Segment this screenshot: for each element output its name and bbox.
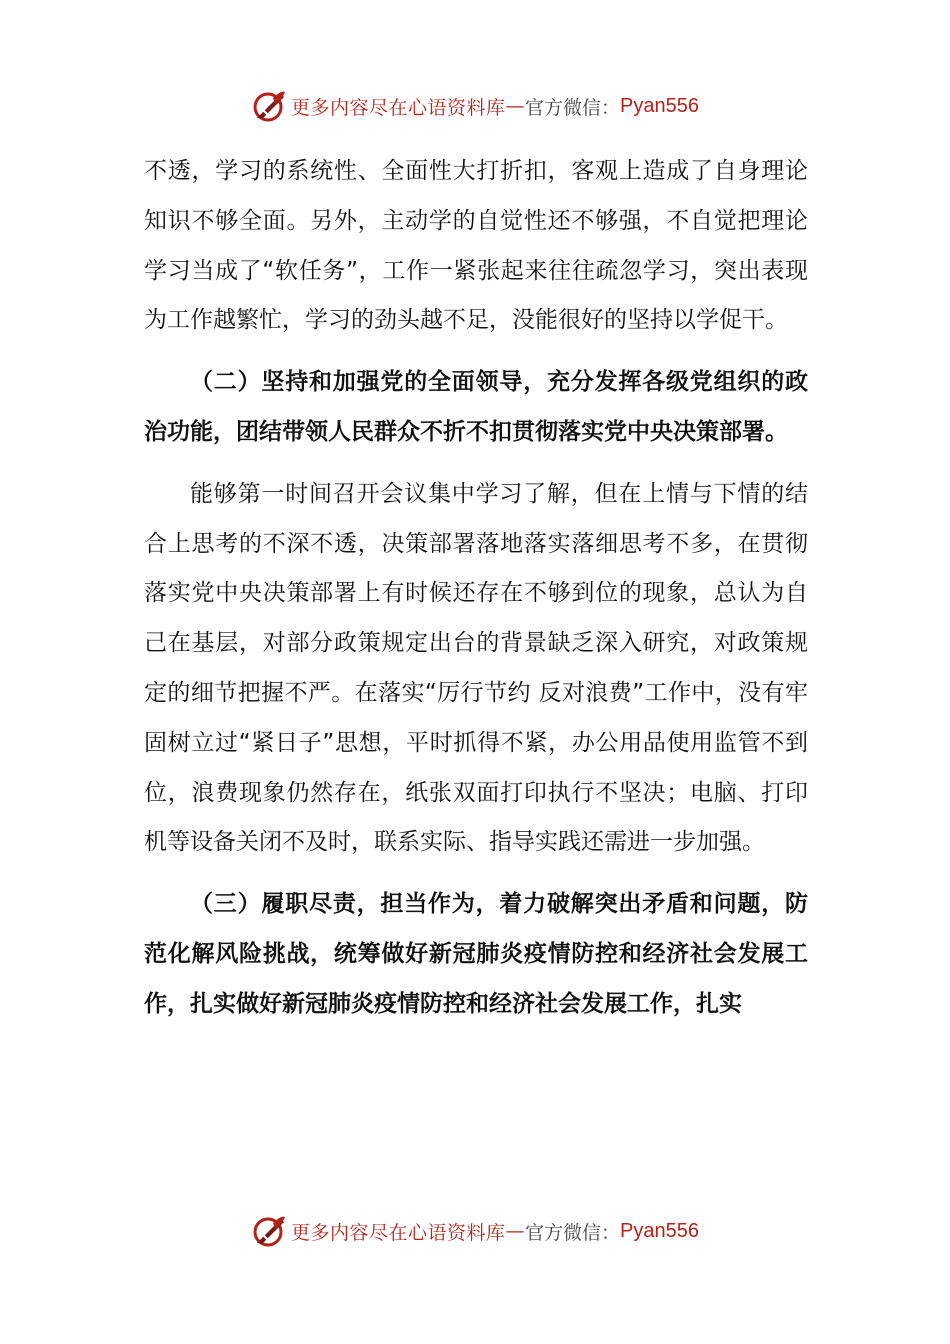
watermark-separator: — <box>505 1220 526 1242</box>
paragraph-body: 能够第一时间召开会议集中学习了解，但在上情与下情的结合上思考的不深不透，决策部署落地落实落细思考不多，在贯彻落实党中央决策部署上有时候还存在不够到位的现象，总认为自己在基层，对部分政策规定出台的背景缺乏深入研究，对政策规定的细节把握不严。在落实“厉行节约 反对浪费”工作中，没有牢固树立过“紧日子”思想，平时抓得不紧，办公用品使用监管不到位，浪费现象仍然存在，纸张双面打印执行不坚决；电脑、打印机等设备关闭不及时，联系实际、指导实践还需进一步加强。 <box>144 480 808 856</box>
quill-seal-logo-icon <box>251 1213 287 1249</box>
watermark-wechat-prefix: 官方微信： <box>525 1221 621 1244</box>
paragraph-continued: 不透，学习的系统性、全面性大打折扣，客观上造成了自身理论知识不够全面。另外，主动学的自觉性还不够强，不自觉把理论学习当成了“软任务”，工作一紧张起来往往疏忽学习，突出表现为工作越繁忙，学习的劲头越不足，没能很好的坚持以学促干。 <box>144 158 808 334</box>
document-body <box>144 147 808 1030</box>
header-watermark <box>0 86 950 126</box>
watermark-wechat-id: Pyan556 <box>620 94 699 117</box>
watermark-wechat-id: Pyan556 <box>620 1219 699 1242</box>
quill-seal-logo-icon <box>251 88 287 124</box>
watermark-separator: — <box>505 95 526 117</box>
footer-watermark <box>0 1211 950 1251</box>
section-heading-3: （三）履职尽责，担当作为，着力破解突出矛盾和问题，防范化解风险挑战，统筹做好新冠肺炎疫情防控和经济社会发展工作，扎实做好新冠肺炎疫情防控和经济社会发展工作，扎实 <box>144 891 808 1017</box>
watermark-brand: 更多内容尽在心语资料库 <box>291 1221 506 1244</box>
watermark-brand: 更多内容尽在心语资料库 <box>291 96 506 119</box>
watermark-wechat-prefix: 官方微信： <box>525 96 621 119</box>
section-heading-2: （二）坚持和加强党的全面领导，充分发挥各级党组织的政治功能，团结带领人民群众不折不扣贯彻落实党中央决策部署。 <box>144 369 808 445</box>
